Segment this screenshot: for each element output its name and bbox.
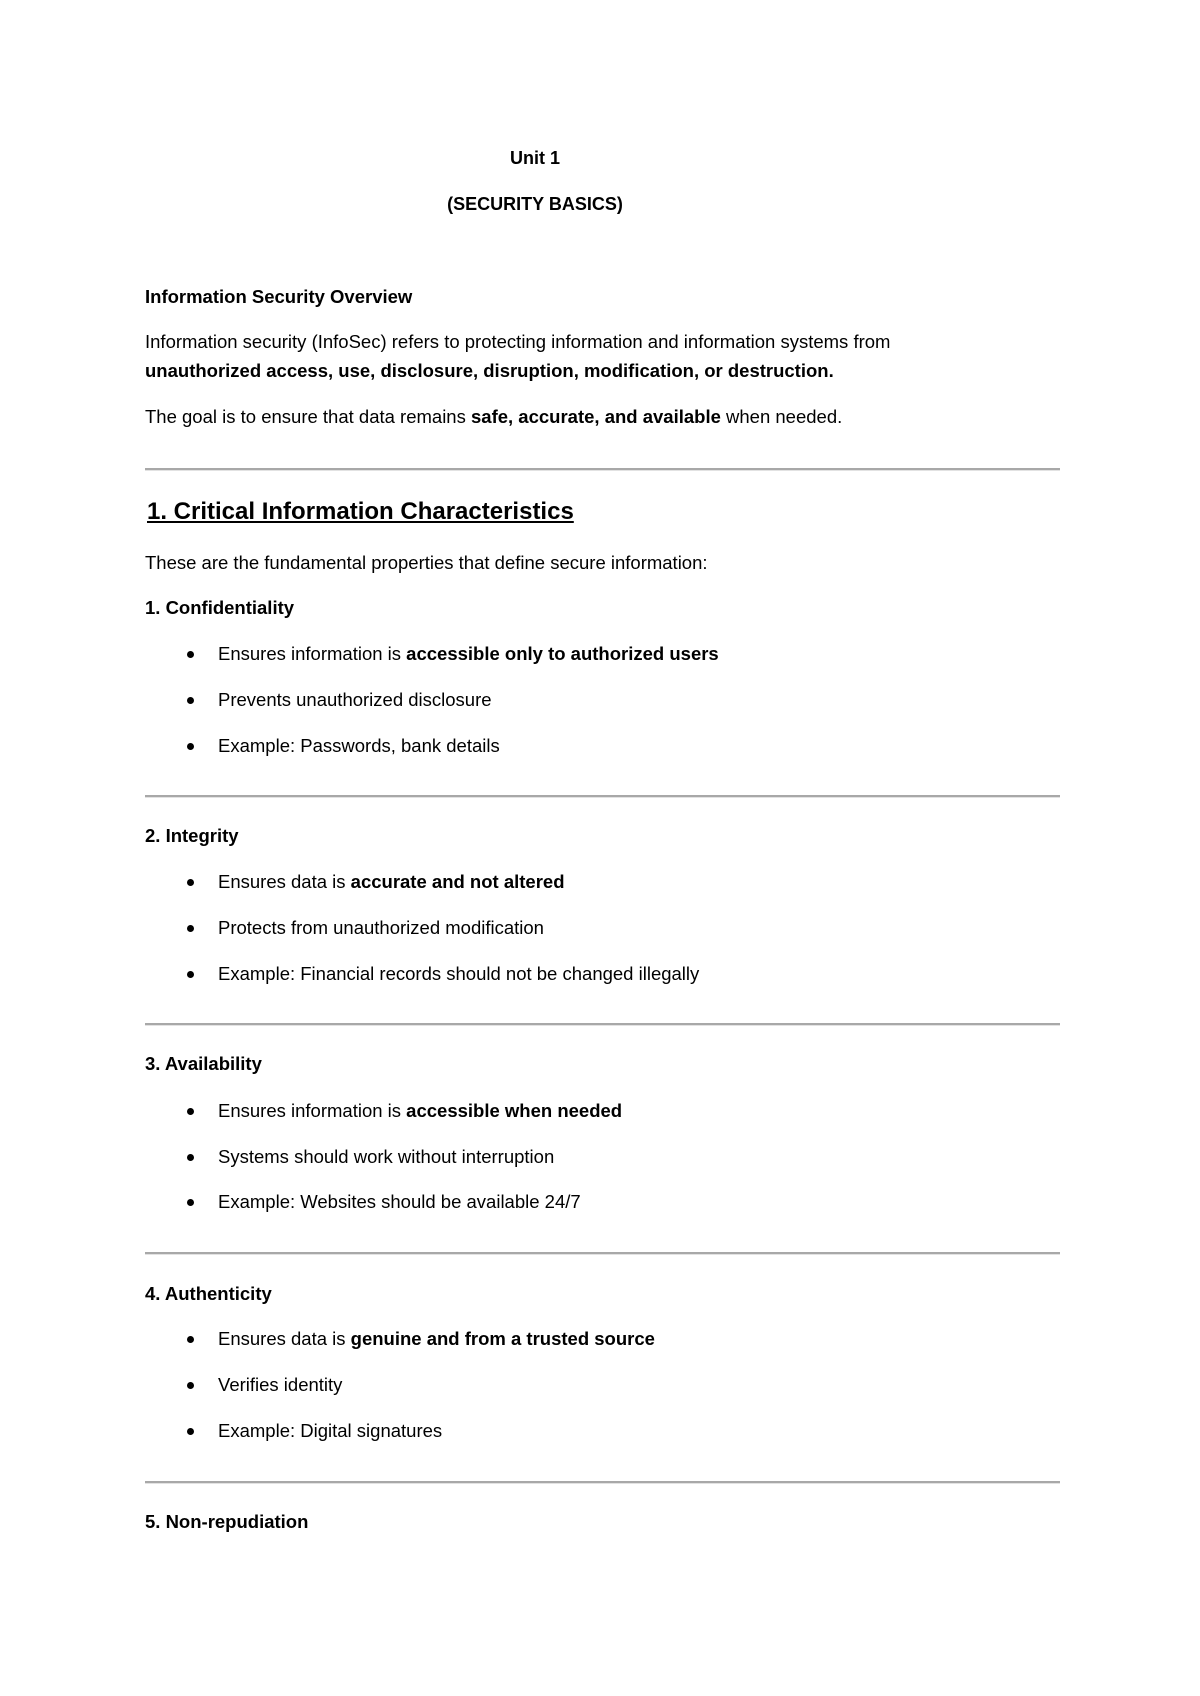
bullet-text: Systems should work without interruption	[218, 1146, 555, 1167]
goal-prefix: The goal is to ensure that data remains	[145, 406, 471, 427]
divider	[145, 1481, 1060, 1484]
bullet-bold: genuine and from a trusted source	[350, 1328, 655, 1349]
divider	[145, 468, 1060, 471]
bullet-text	[218, 871, 565, 893]
bullet-icon	[187, 651, 194, 658]
overview-line1: Information security (InfoSec) refers to protecting information and information systems from	[145, 331, 891, 352]
bullet-text: Example: Digital signatures	[218, 1420, 443, 1441]
item-title: 5. Non-repudiation	[145, 1511, 309, 1532]
bullet-bold: accessible when needed	[406, 1100, 623, 1121]
bullet-text	[218, 643, 719, 665]
goal-bold: safe, accurate, and available	[471, 406, 721, 427]
divider	[145, 795, 1060, 798]
bullet-prefix: Ensures information is	[218, 1100, 407, 1121]
bullet-icon	[187, 1382, 194, 1389]
bullet-icon	[187, 1336, 194, 1343]
bullet-bold: accurate and not altered	[350, 871, 565, 892]
section-intro: These are the fundamental properties that define secure information:	[145, 552, 708, 573]
bullet-text	[218, 1328, 655, 1350]
item-title: 3. Availability	[145, 1053, 262, 1074]
bullet-icon	[187, 1199, 194, 1206]
bullet-icon	[187, 925, 194, 932]
bullet-prefix: Ensures information is	[218, 643, 407, 664]
item-title: 2. Integrity	[145, 825, 239, 846]
bullet-icon	[187, 1108, 194, 1115]
bullet-icon	[187, 743, 194, 750]
item-title: 4. Authenticity	[145, 1283, 272, 1304]
bullet-text: Example: Websites should be available 24/7	[218, 1191, 581, 1212]
bullet-icon	[187, 879, 194, 886]
bullet-text: Example: Passwords, bank details	[218, 735, 500, 756]
bullet-prefix: Ensures data is	[218, 1328, 351, 1349]
bullet-bold: accessible only to authorized users	[406, 643, 719, 664]
bullet-text: Prevents unauthorized disclosure	[218, 689, 492, 710]
bullet-text	[218, 1100, 622, 1122]
overview-line2: unauthorized access, use, disclosure, disruption, modification, or destruction.	[145, 360, 834, 381]
goal-suffix: when needed.	[720, 406, 843, 427]
bullet-icon	[187, 1154, 194, 1161]
bullet-icon	[187, 697, 194, 704]
bullet-icon	[187, 1428, 194, 1435]
overview-goal	[145, 406, 842, 428]
bullet-icon	[187, 971, 194, 978]
bullet-text: Verifies identity	[218, 1374, 343, 1395]
unit-title: Unit 1	[509, 148, 560, 168]
bullet-prefix: Ensures data is	[218, 871, 351, 892]
divider	[145, 1023, 1060, 1026]
divider	[145, 1252, 1060, 1255]
bullet-text: Protects from unauthorized modification	[218, 917, 544, 938]
unit-subtitle: (SECURITY BASICS)	[447, 194, 623, 214]
bullet-text: Example: Financial records should not be changed illegally	[218, 963, 700, 984]
item-title: 1. Confidentiality	[145, 597, 295, 618]
overview-heading: Information Security Overview	[145, 286, 413, 307]
section-heading: 1. Critical Information Characteristics	[147, 498, 574, 525]
